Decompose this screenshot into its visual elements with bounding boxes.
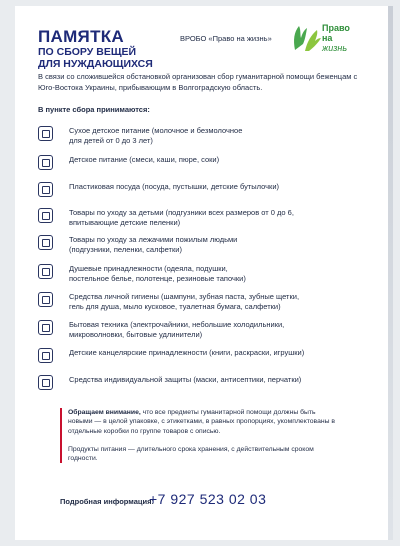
item-text: Пластиковая посуда (посуда, пустышки, детские бутылочки) [69, 182, 280, 191]
list-item [38, 208, 368, 232]
list-item [38, 375, 368, 399]
logo-word-3: жизнь [322, 43, 348, 53]
protection-icon [38, 375, 53, 390]
hygiene-icon [38, 292, 53, 307]
item-text: Детские канцелярские принадлежности (книги, раскраски, игрушки) [69, 348, 305, 357]
list-item [38, 155, 368, 179]
subtitle-line-2: ДЛЯ НУЖДАЮЩИХСЯ [38, 58, 153, 70]
list-item [38, 126, 368, 150]
item-text: Товары по уходу за детьми (подгузники всех размеров от 0 до 6, впитывающие детские пеленки) [69, 208, 294, 227]
puree-icon [38, 155, 53, 170]
item-text: Сухое детское питание (молочное и безмолочное для детей от 0 до 3 лет) [69, 126, 243, 145]
item-text: Детское питание (смеси, каши, пюре, соки) [69, 155, 220, 164]
contact-label: Подробная информация: [60, 497, 154, 506]
list-item [38, 235, 368, 259]
subtitle-line-1: ПО СБОРУ ВЕЩЕЙ [38, 46, 137, 58]
stationery-icon [38, 348, 53, 363]
item-text: Товары по уходу за лежачими пожилым людьми (подгузники, пеленки, салфетки) [69, 235, 238, 254]
item-text: Душевые принадлежности (одеяла, подушки, постельное белье, полотенце, резиновые тапочки) [69, 264, 246, 283]
list-item [38, 292, 368, 316]
logo-text [322, 23, 350, 53]
section-title: В пункте сбора принимаются: [38, 105, 150, 114]
plastic-dish-icon [38, 182, 53, 197]
notice-box [60, 408, 338, 463]
logo-word-2: на [322, 33, 333, 43]
hands-logo-icon [291, 20, 321, 54]
logo-word-1: Право [322, 23, 350, 33]
item-text: Средства личной гигиены (шампуни, зубная паста, зубные щетки, гель для душа, мыло кусковое, туалетная бумага, салфетки) [69, 292, 300, 311]
item-text: Средства индивидуальной защиты (маски, антисептики, перчатки) [69, 375, 302, 384]
doc-subtitle [38, 46, 208, 70]
bedding-icon [38, 264, 53, 279]
appliance-icon [38, 320, 53, 335]
diaper-icon [38, 208, 53, 223]
notice-text: Обращаем внимание, что все предметы гуманитарной помощи должны быть новыми — в целой упаковке, с этикетками, в равных пропорциях, укомплектованы в отдельные коробки по группе товаров с описью. [68, 409, 336, 435]
doc-title: ПАМЯТКА [38, 27, 125, 46]
list-item [38, 320, 368, 344]
baby-food-icon [38, 126, 53, 141]
item-text: Бытовая техника (электрочайники, небольшие холодильники, микроволновки, бытовые удлинители) [69, 320, 285, 339]
elderly-care-icon [38, 235, 53, 250]
phone-number[interactable]: +7 927 523 02 03 [149, 491, 267, 507]
org-name: ВРОБО «Право на жизнь» [180, 34, 272, 43]
intro-text: В связи со сложившейся обстановкой организован сбор гуманитарной помощи беженцам с Юго-Востока Украины, прибывающим в Волгоградскую область. [38, 72, 358, 92]
page-edge [388, 6, 393, 540]
food-note: Продукты питания — длительного срока хранения, с действительным сроком годности. [68, 445, 314, 463]
list-item [38, 348, 368, 372]
list-item [38, 264, 368, 288]
list-item [38, 182, 368, 206]
